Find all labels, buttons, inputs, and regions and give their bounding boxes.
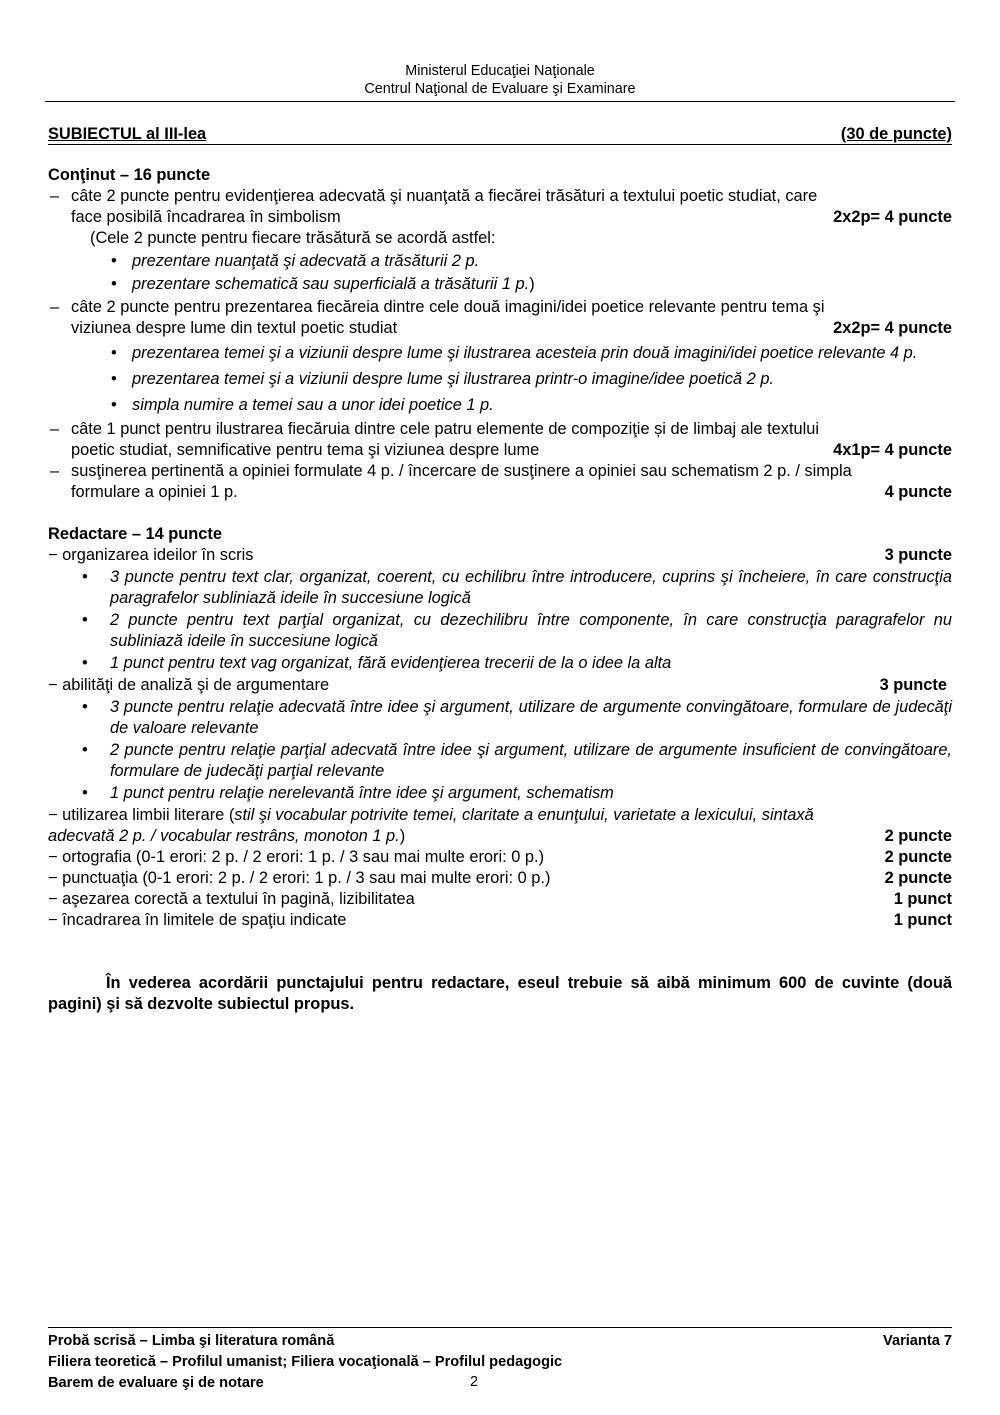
subject-title: SUBIECTUL al III-lea <box>48 125 207 143</box>
item-text: câte 1 punct pentru ilustrarea fiecăruia dintre cele patru elemente de compoziţie și de limbaj ale textului <box>71 420 820 438</box>
row-points: 3 puncte <box>879 676 947 694</box>
item-line-end <box>71 207 952 228</box>
row-label: − încadrarea în limitele de spaţiu indicate <box>48 911 347 929</box>
criterion-text: 3 puncte pentru text clar, organizat, coerent, cu echilibru între introducere, cuprins şi încheiere, în care construcţia paragrafelor subliniază ideile în succesiune logică <box>110 568 952 607</box>
footer-doc-type: Barem de evaluare şi de notare <box>48 1375 264 1391</box>
subject-title-row <box>48 124 952 145</box>
header-ministry: Ministerul Educaţiei Naţionale <box>405 63 595 79</box>
continut-item-images <box>48 297 952 339</box>
item-text: câte 2 puncte pentru prezentarea fiecăreia dintre cele două imagini/idei poetice relevante pentru tema şi <box>71 298 825 316</box>
footer-variant: Varianta 7 <box>883 1333 952 1349</box>
item-points: 2x2p= 4 puncte <box>833 319 952 337</box>
criterion-text: 1 punct pentru text vag organizat, fără evidenţierea trecerii de la o idee la alta <box>110 654 672 672</box>
item-points: 2x2p= 4 puncte <box>833 208 952 226</box>
item-line-end <box>71 440 952 461</box>
criterion-item <box>48 367 952 391</box>
criterion-item <box>48 341 952 365</box>
traits-criteria <box>48 251 952 295</box>
bullet-marker: • <box>82 784 88 802</box>
criterion-text: 2 puncte pentru relaţie parţial adecvată între idee şi argument, utilizare de argumente insuficient de convingătoare, formulare de judecăţi parţial relevante <box>110 741 952 780</box>
dash-marker: – <box>50 420 60 438</box>
criterion-text: prezentare nuanţată şi adecvată a trăsăturii 2 p. <box>132 252 480 270</box>
criterion-text: 2 puncte pentru text parţial organizat, cu dezechilibru între componente, în care construcţia paragrafelor nu subliniază ideile în succesiune logică <box>110 611 952 650</box>
scoring-content <box>48 165 952 1015</box>
language-criteria-text: stil şi vocabular potrivite temei, claritate a enunţului, varietate a lexicului, sintaxă <box>234 806 814 824</box>
bullet-marker: • <box>111 275 117 293</box>
row-label: − utilizarea limbii literare ( <box>48 806 235 824</box>
item-points: 4 puncte <box>884 483 952 501</box>
language-line-1 <box>48 805 952 826</box>
item-text: face posibilă încadrarea în simbolism <box>71 208 341 226</box>
row-points: 1 punct <box>893 911 952 929</box>
redactare-organization <box>48 545 952 566</box>
bullet-marker: • <box>82 741 88 759</box>
bullet-marker: • <box>111 396 117 414</box>
bullet-marker: • <box>82 611 88 629</box>
traits-note: (Cele 2 puncte pentru fiecare trăsătură se acordă astfel: <box>90 229 496 247</box>
bullet-marker: • <box>82 568 88 586</box>
analysis-criteria <box>48 697 952 804</box>
criterion-item <box>48 740 952 782</box>
document-header <box>0 62 1000 98</box>
criterion-item <box>48 274 952 295</box>
bullet-marker: • <box>111 370 117 388</box>
item-text: susţinerea pertinentă a opiniei formulate 4 p. / încercare de susţinere a opiniei sau schematism 2 p. / simpla <box>71 462 852 480</box>
redactare-length <box>48 910 952 931</box>
redactare-punctuation <box>48 868 952 889</box>
continut-item-traits <box>48 186 952 228</box>
header-divider <box>45 101 955 102</box>
item-text: poetic studiat, semnificative pentru tema şi viziunea despre lume <box>71 441 540 459</box>
criterion-text: 3 puncte pentru relaţie adecvată între idee şi argument, utilizare de argumente convingătoare, formulare de judecăţi de valoare relevante <box>110 698 952 737</box>
organization-criteria <box>48 567 952 674</box>
images-criteria <box>48 341 952 417</box>
item-points: 4x1p= 4 puncte <box>833 441 952 459</box>
row-points: 2 puncte <box>884 869 952 887</box>
continut-item-composition <box>48 419 952 461</box>
row-label: − aşezarea corectă a textului în pagină, lizibilitatea <box>48 890 415 908</box>
criterion-item <box>48 610 952 652</box>
item-text: formulare a opiniei 1 p. <box>71 483 238 501</box>
redactare-heading: Redactare – 14 puncte <box>48 525 222 543</box>
language-criteria-text: adecvată 2 p. / vocabular restrâns, monoton 1 p. <box>48 827 400 845</box>
dash-marker: – <box>50 298 60 316</box>
item-text: câte 2 puncte pentru evidenţierea adecvată şi nuanţată a fiecărei trăsături a textului poetic studiat, care <box>71 187 818 205</box>
footer-divider <box>48 1327 952 1328</box>
subject-points: (30 de puncte) <box>840 125 952 143</box>
criterion-text: simpla numire a temei sau a unor idei poetice 1 p. <box>132 396 494 414</box>
criterion-text: prezentare schematică sau superficială a trăsăturii 1 p. <box>132 275 530 293</box>
criterion-item <box>48 653 952 674</box>
criterion-text: 1 punct pentru relaţie nerelevantă între idee şi argument, schematism <box>110 784 614 802</box>
row-points: 2 puncte <box>884 827 952 845</box>
redactare-language <box>48 805 952 847</box>
continut-item-opinion <box>48 461 952 503</box>
language-line-2 <box>48 826 952 847</box>
subject-underline <box>48 144 952 145</box>
row-points: 2 puncte <box>884 848 952 866</box>
footer-exam: Probă scrisă – Limba şi literatura română <box>48 1333 335 1349</box>
criterion-item <box>48 697 952 739</box>
footer-row-1 <box>48 1331 952 1352</box>
criterion-item <box>48 251 952 272</box>
redactare-spelling <box>48 847 952 868</box>
criterion-item <box>48 783 952 804</box>
row-label: − ortografia (0-1 erori: 2 p. / 2 erori: 1 p. / 3 sau mai multe erori: 0 p.) <box>48 848 545 866</box>
redactare-layout <box>48 889 952 910</box>
language-close: ) <box>399 827 406 845</box>
bullet-marker: • <box>111 344 117 362</box>
row-label: − abilităţi de analiză şi de argumentare <box>48 676 330 694</box>
dash-marker: – <box>50 462 60 480</box>
essay-length-note: În vederea acordării punctajului pentru redactare, eseul trebuie să aibă minimum 600 de cuvinte (două pagini) şi să dezvolte subiectul propus. <box>48 974 952 1013</box>
bullet-marker: • <box>82 698 88 716</box>
footer-track: Filiera teoretică – Profilul umanist; Filiera vocaţională – Profilul pedagogic <box>48 1354 563 1370</box>
item-line-end <box>71 482 952 503</box>
continut-heading: Conţinut – 16 puncte <box>48 166 211 184</box>
page-number: 2 <box>470 1374 479 1390</box>
criterion-close: ) <box>529 275 535 293</box>
criterion-text: prezentarea temei şi a viziunii despre lume şi ilustrarea printr-o imagine/idee poetică 2 p. <box>132 370 774 388</box>
dash-marker: – <box>50 187 60 205</box>
row-points: 1 punct <box>893 890 952 908</box>
header-center: Centrul Naţional de Evaluare şi Examinare <box>364 81 636 97</box>
row-points: 3 puncte <box>884 546 952 564</box>
bullet-marker: • <box>111 252 117 270</box>
item-text: viziunea despre lume din textul poetic studiat <box>71 319 398 337</box>
bullet-marker: • <box>82 654 88 672</box>
criterion-item <box>48 567 952 609</box>
criterion-item <box>48 393 952 417</box>
criterion-text: prezentarea temei şi a viziunii despre lume şi ilustrarea acesteia prin două imagini/idei poetice relevante 4 p. <box>132 344 918 362</box>
row-label: − punctuaţia (0-1 erori: 2 p. / 2 erori: 1 p. / 3 sau mai multe erori: 0 p.) <box>48 869 551 887</box>
redactare-analysis <box>48 675 952 696</box>
document-footer <box>48 1331 952 1394</box>
item-line-end <box>71 318 952 339</box>
row-label: − organizarea ideilor în scris <box>48 546 254 564</box>
